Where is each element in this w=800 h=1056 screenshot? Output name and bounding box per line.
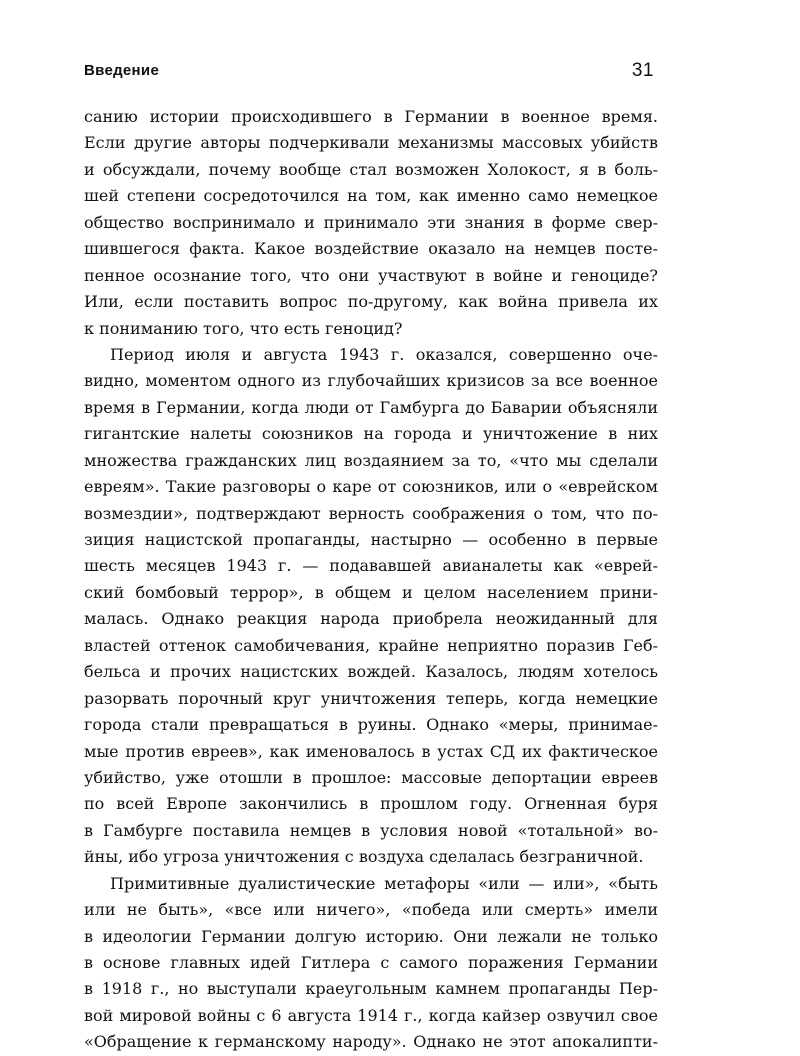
text-line: шившегося факта. Какое воздействие оказало на немцев посте- (84, 239, 658, 259)
running-header (84, 62, 654, 86)
text-line: властей оттенок самобичевания, крайне неприятно поразив Геб- (84, 635, 658, 655)
chapter-title: Введение (84, 62, 160, 79)
body-text (84, 104, 658, 1056)
text-line: йны, ибо угроза уничтожения с воздуха сделалась безграничной. (84, 847, 644, 867)
text-line: вой мировой войны с 6 августа 1914 г., когда кайзер озвучил свое (84, 1005, 658, 1025)
text-line: видно, моментом одного из глубочайших кризисов за все военное (84, 371, 658, 391)
text-line: города стали превращаться в руины. Однако «меры, принимае- (84, 715, 658, 735)
text-line: евреям». Такие разговоры о каре от союзников, или о «еврейском (84, 477, 658, 497)
text-line: в идеологии Германии долгую историю. Они лежали не только (84, 926, 658, 946)
text-line: шей степени сосредоточился на том, как именно само немецкое (84, 186, 658, 206)
text-line: по всей Европе закончились в прошлом году. Огненная буря (84, 794, 658, 814)
text-line: Или, если поставить вопрос по-другому, как война привела их (84, 292, 658, 312)
text-line: в 1918 г., но выступали краеугольным камнем пропаганды Пер- (84, 979, 658, 999)
text-line: Период июля и августа 1943 г. оказался, совершенно оче- (110, 344, 658, 364)
text-line: мые против евреев», как именовалось в устах СД их фактическое (84, 741, 658, 761)
text-line: пенное осознание того, что они участвуют в войне и геноциде? (84, 265, 658, 285)
text-line: или не быть», «все или ничего», «победа или смерть» имели (84, 900, 658, 920)
text-line: в Гамбурге поставила немцев в условия новой «тотальной» во- (84, 820, 658, 840)
text-line: бельса и прочих нацистских вождей. Казалось, людям хотелось (84, 662, 658, 682)
text-line: в основе главных идей Гитлера с самого поражения Германии (84, 953, 658, 972)
text-line: Примитивные дуалистические метафоры «или — или», «быть (110, 873, 658, 893)
text-line: разорвать порочный круг уничтожения теперь, когда немецкие (84, 688, 658, 708)
text-line: множества гражданских лиц воздаянием за то, «что мы сделали (84, 450, 658, 470)
text-line: ский бомбовый террор», в общем и целом населением прини- (84, 582, 658, 602)
text-line: гигантские налеты союзников на города и уничтожение в них (84, 424, 658, 444)
text-line: общество воспринимало и принимало эти знания в форме свер- (84, 212, 658, 232)
text-line: зиция нацистской пропаганды, настырно — особенно в первые (84, 530, 658, 549)
text-line: Если другие авторы подчеркивали механизмы массовых убийств (84, 133, 658, 153)
text-line: возмездии», подтверждают верность соображения о том, что по- (84, 503, 658, 523)
paragraph (84, 104, 658, 342)
paragraph (84, 342, 658, 871)
text-line: санию истории происходившего в Германии в военное время. (84, 107, 658, 126)
text-line: убийство, уже отошли в прошлое: массовые депортации евреев (84, 767, 658, 787)
page-number: 31 (631, 60, 654, 81)
paragraph (84, 871, 658, 1056)
text-line: к пониманию того, что есть геноцид? (84, 318, 403, 338)
text-line: «Обращение к германскому народу». Однако не этот апокалипти- (84, 1032, 658, 1052)
text-line: и обсуждали, почему вообще стал возможен Холокост, я в боль- (84, 159, 658, 179)
text-line: шесть месяцев 1943 г. — подававшей авианалеты как «еврей- (84, 556, 658, 576)
text-line: время в Германии, когда люди от Гамбурга до Баварии объясняли (84, 397, 658, 417)
text-line: малась. Однако реакция народа приобрела неожиданный для (84, 609, 658, 629)
